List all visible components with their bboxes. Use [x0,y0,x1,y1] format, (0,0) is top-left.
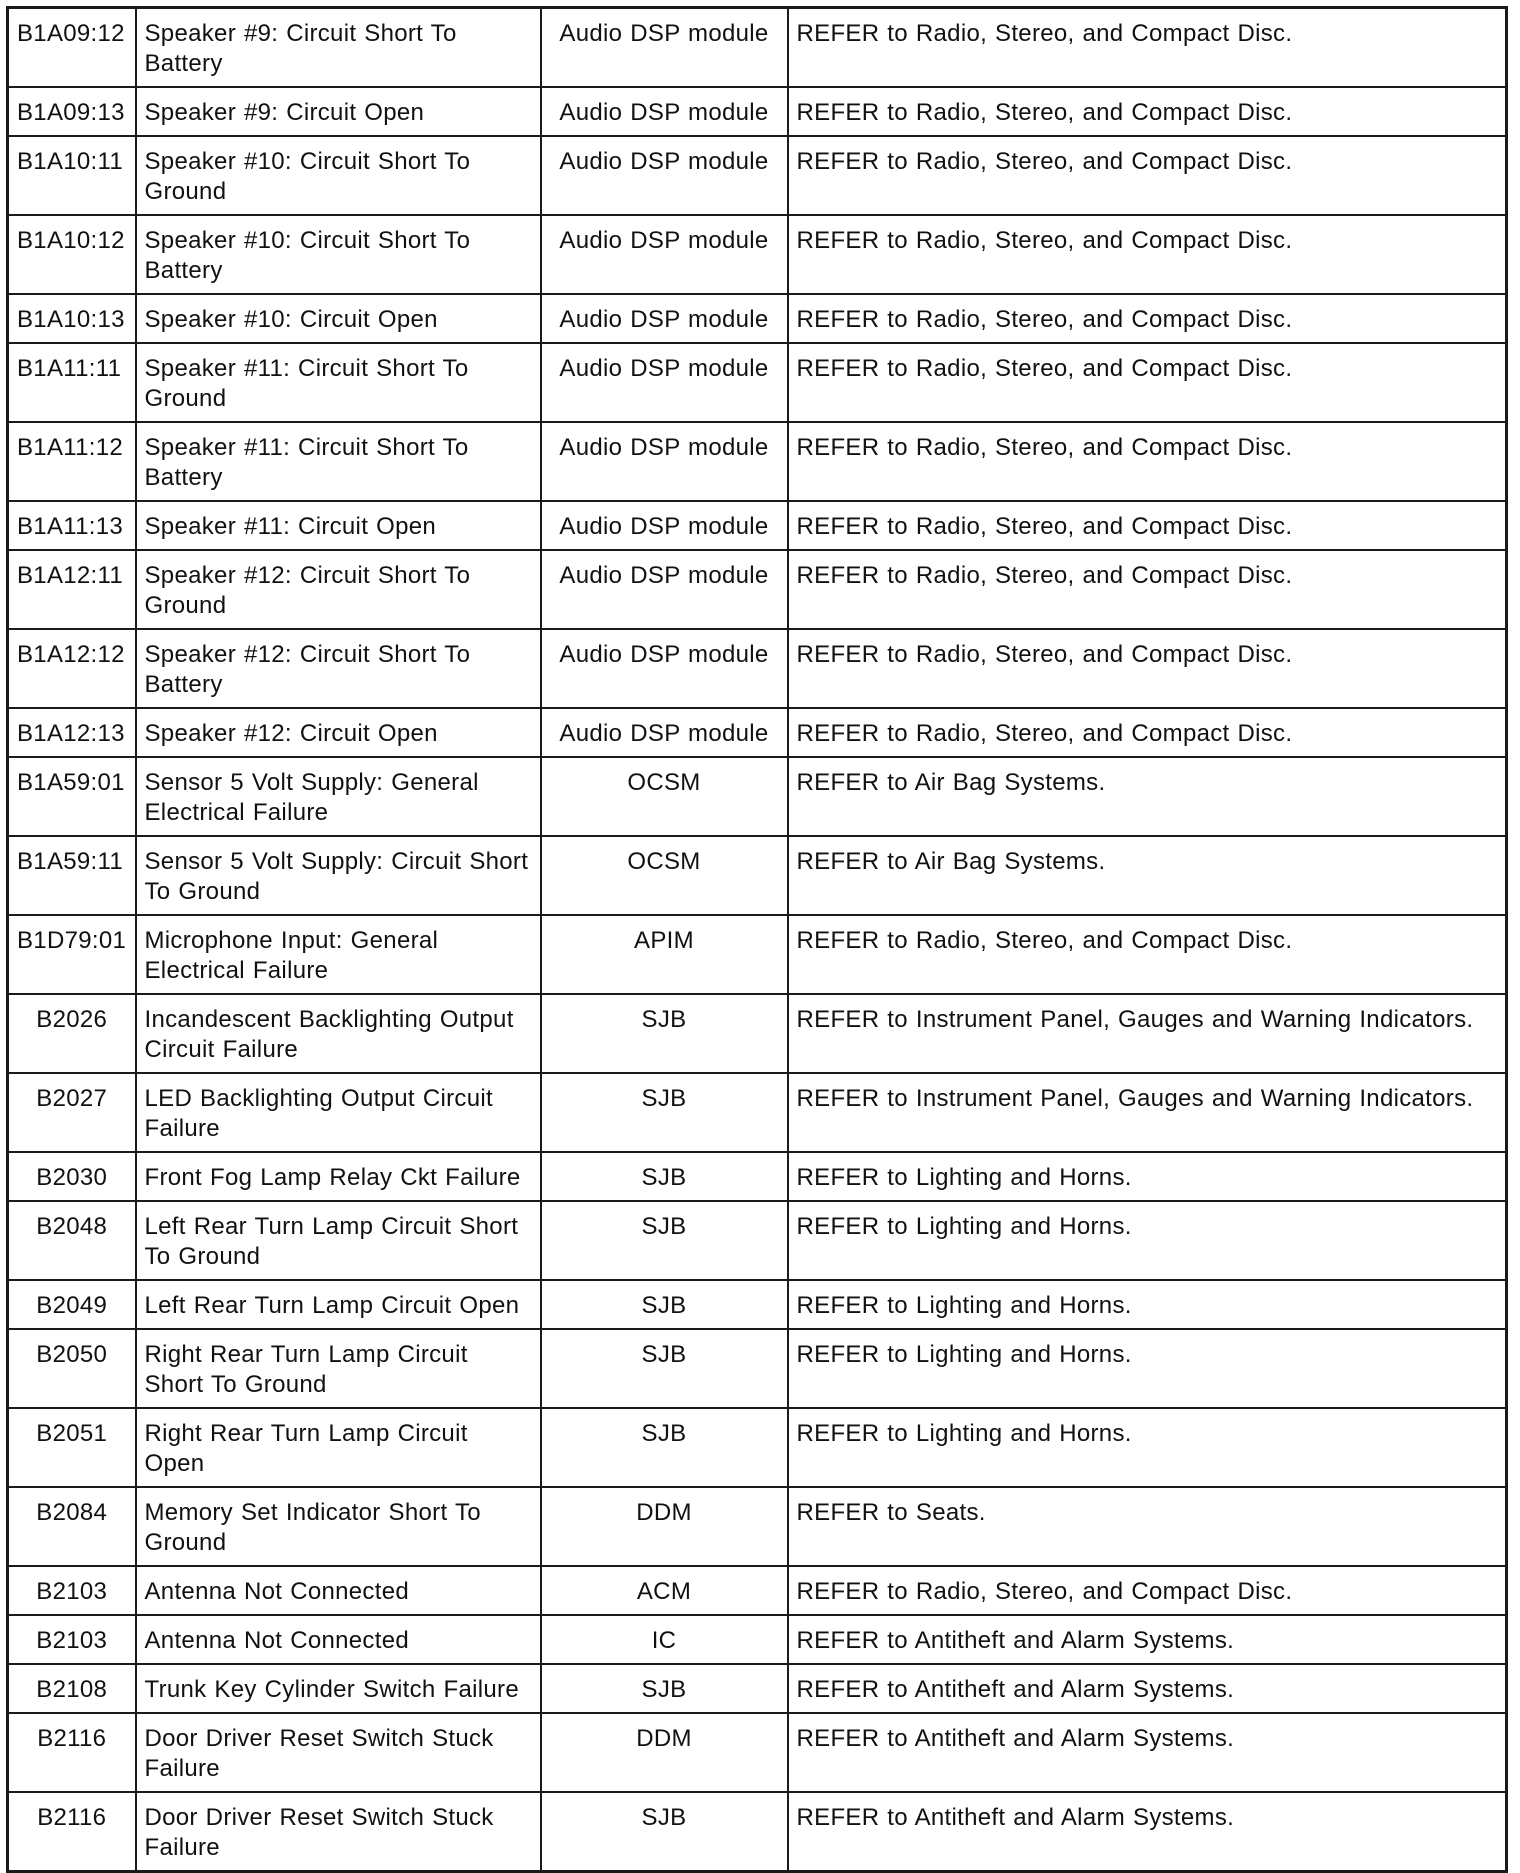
dtc-action: REFER to Radio, Stereo, and Compact Disc. [788,215,1507,294]
dtc-module: APIM [541,915,788,994]
dtc-module: OCSM [541,836,788,915]
table-row [8,422,1507,501]
dtc-action: REFER to Instrument Panel, Gauges and Warning Indicators. [788,1073,1507,1152]
dtc-code: B2116 [8,1713,136,1792]
dtc-action: REFER to Radio, Stereo, and Compact Disc. [788,8,1507,88]
dtc-action: REFER to Radio, Stereo, and Compact Disc. [788,343,1507,422]
dtc-code: B1A12:13 [8,708,136,757]
dtc-description: Door Driver Reset Switch Stuck Failure [136,1792,541,1872]
dtc-code: B1D79:01 [8,915,136,994]
dtc-action: REFER to Radio, Stereo, and Compact Disc. [788,422,1507,501]
table-row [8,915,1507,994]
dtc-description: Right Rear Turn Lamp Circuit Short To Ground [136,1329,541,1408]
dtc-action: REFER to Radio, Stereo, and Compact Disc. [788,501,1507,550]
dtc-action: REFER to Antitheft and Alarm Systems. [788,1792,1507,1872]
table-row [8,294,1507,343]
dtc-module: DDM [541,1487,788,1566]
dtc-action: REFER to Seats. [788,1487,1507,1566]
dtc-module: SJB [541,1152,788,1201]
dtc-action: REFER to Lighting and Horns. [788,1280,1507,1329]
dtc-description: Speaker #11: Circuit Open [136,501,541,550]
dtc-module: SJB [541,1280,788,1329]
dtc-description: Incandescent Backlighting Output Circuit Failure [136,994,541,1073]
dtc-description: Speaker #10: Circuit Short To Battery [136,215,541,294]
dtc-action: REFER to Antitheft and Alarm Systems. [788,1713,1507,1792]
dtc-module: Audio DSP module [541,136,788,215]
dtc-description: Memory Set Indicator Short To Ground [136,1487,541,1566]
dtc-description: Left Rear Turn Lamp Circuit Short To Ground [136,1201,541,1280]
dtc-code: B1A09:13 [8,87,136,136]
table-row [8,1280,1507,1329]
dtc-action: REFER to Radio, Stereo, and Compact Disc. [788,629,1507,708]
dtc-code: B2103 [8,1566,136,1615]
dtc-module: Audio DSP module [541,708,788,757]
dtc-action: REFER to Radio, Stereo, and Compact Disc. [788,136,1507,215]
dtc-module: Audio DSP module [541,294,788,343]
dtc-code: B1A59:01 [8,757,136,836]
dtc-action: REFER to Radio, Stereo, and Compact Disc. [788,915,1507,994]
table-row [8,1201,1507,1280]
table-row [8,215,1507,294]
table-row [8,1615,1507,1664]
dtc-description: Sensor 5 Volt Supply: Circuit Short To Ground [136,836,541,915]
dtc-code: B1A10:11 [8,136,136,215]
dtc-code: B2049 [8,1280,136,1329]
dtc-code: B1A11:13 [8,501,136,550]
dtc-module: Audio DSP module [541,343,788,422]
table-row [8,1664,1507,1713]
dtc-description: Speaker #10: Circuit Short To Ground [136,136,541,215]
dtc-module: Audio DSP module [541,422,788,501]
table-row [8,136,1507,215]
dtc-description: Front Fog Lamp Relay Ckt Failure [136,1152,541,1201]
table-row [8,836,1507,915]
dtc-module: IC [541,1615,788,1664]
dtc-code: B1A12:12 [8,629,136,708]
dtc-code: B2050 [8,1329,136,1408]
dtc-module: Audio DSP module [541,629,788,708]
table-row [8,1792,1507,1872]
dtc-action: REFER to Lighting and Horns. [788,1201,1507,1280]
dtc-module: SJB [541,1408,788,1487]
table-row [8,8,1507,88]
table-row [8,343,1507,422]
dtc-module: SJB [541,1073,788,1152]
dtc-code: B2026 [8,994,136,1073]
dtc-code: B1A10:12 [8,215,136,294]
dtc-code: B2027 [8,1073,136,1152]
dtc-action: REFER to Radio, Stereo, and Compact Disc. [788,87,1507,136]
dtc-module: ACM [541,1566,788,1615]
table-row [8,994,1507,1073]
dtc-module: SJB [541,1664,788,1713]
dtc-action: REFER to Radio, Stereo, and Compact Disc. [788,550,1507,629]
dtc-module: SJB [541,1792,788,1872]
table-row [8,1329,1507,1408]
dtc-module: SJB [541,1329,788,1408]
dtc-module: OCSM [541,757,788,836]
dtc-action: REFER to Lighting and Horns. [788,1408,1507,1487]
table-row [8,629,1507,708]
dtc-code: B2084 [8,1487,136,1566]
table-row [8,550,1507,629]
dtc-module: SJB [541,994,788,1073]
dtc-code: B2116 [8,1792,136,1872]
dtc-module: Audio DSP module [541,87,788,136]
dtc-code: B1A59:11 [8,836,136,915]
dtc-action: REFER to Lighting and Horns. [788,1329,1507,1408]
table-row [8,1566,1507,1615]
dtc-code: B2030 [8,1152,136,1201]
table-row [8,1408,1507,1487]
dtc-code: B2051 [8,1408,136,1487]
dtc-description: Speaker #9: Circuit Short To Battery [136,8,541,88]
dtc-description: Trunk Key Cylinder Switch Failure [136,1664,541,1713]
dtc-description: Sensor 5 Volt Supply: General Electrical Failure [136,757,541,836]
dtc-module: DDM [541,1713,788,1792]
dtc-code: B1A11:11 [8,343,136,422]
dtc-description: Speaker #11: Circuit Short To Ground [136,343,541,422]
dtc-table-body [8,8,1507,1872]
dtc-code: B2108 [8,1664,136,1713]
dtc-module: Audio DSP module [541,215,788,294]
dtc-description: Speaker #11: Circuit Short To Battery [136,422,541,501]
dtc-code: B1A09:12 [8,8,136,88]
dtc-action: REFER to Lighting and Horns. [788,1152,1507,1201]
dtc-action: REFER to Radio, Stereo, and Compact Disc. [788,294,1507,343]
dtc-module: Audio DSP module [541,550,788,629]
dtc-description: LED Backlighting Output Circuit Failure [136,1073,541,1152]
dtc-code: B1A10:13 [8,294,136,343]
dtc-description: Speaker #10: Circuit Open [136,294,541,343]
table-row [8,1487,1507,1566]
dtc-action: REFER to Radio, Stereo, and Compact Disc. [788,708,1507,757]
dtc-action: REFER to Antitheft and Alarm Systems. [788,1615,1507,1664]
table-row [8,1073,1507,1152]
dtc-description: Left Rear Turn Lamp Circuit Open [136,1280,541,1329]
dtc-action: REFER to Air Bag Systems. [788,757,1507,836]
dtc-action: REFER to Instrument Panel, Gauges and Warning Indicators. [788,994,1507,1073]
table-row [8,501,1507,550]
table-row [8,87,1507,136]
dtc-description: Microphone Input: General Electrical Failure [136,915,541,994]
dtc-description: Right Rear Turn Lamp Circuit Open [136,1408,541,1487]
dtc-description: Door Driver Reset Switch Stuck Failure [136,1713,541,1792]
dtc-code: B2048 [8,1201,136,1280]
table-row [8,757,1507,836]
dtc-module: Audio DSP module [541,501,788,550]
dtc-code: B1A12:11 [8,550,136,629]
dtc-description: Speaker #12: Circuit Short To Ground [136,550,541,629]
table-row [8,708,1507,757]
dtc-table [6,6,1508,1873]
dtc-action: REFER to Radio, Stereo, and Compact Disc. [788,1566,1507,1615]
dtc-action: REFER to Antitheft and Alarm Systems. [788,1664,1507,1713]
dtc-description: Speaker #9: Circuit Open [136,87,541,136]
dtc-description: Speaker #12: Circuit Short To Battery [136,629,541,708]
dtc-action: REFER to Air Bag Systems. [788,836,1507,915]
dtc-code: B1A11:12 [8,422,136,501]
dtc-description: Antenna Not Connected [136,1615,541,1664]
dtc-code: B2103 [8,1615,136,1664]
table-row [8,1152,1507,1201]
table-row [8,1713,1507,1792]
dtc-module: Audio DSP module [541,8,788,88]
dtc-description: Antenna Not Connected [136,1566,541,1615]
dtc-description: Speaker #12: Circuit Open [136,708,541,757]
dtc-module: SJB [541,1201,788,1280]
